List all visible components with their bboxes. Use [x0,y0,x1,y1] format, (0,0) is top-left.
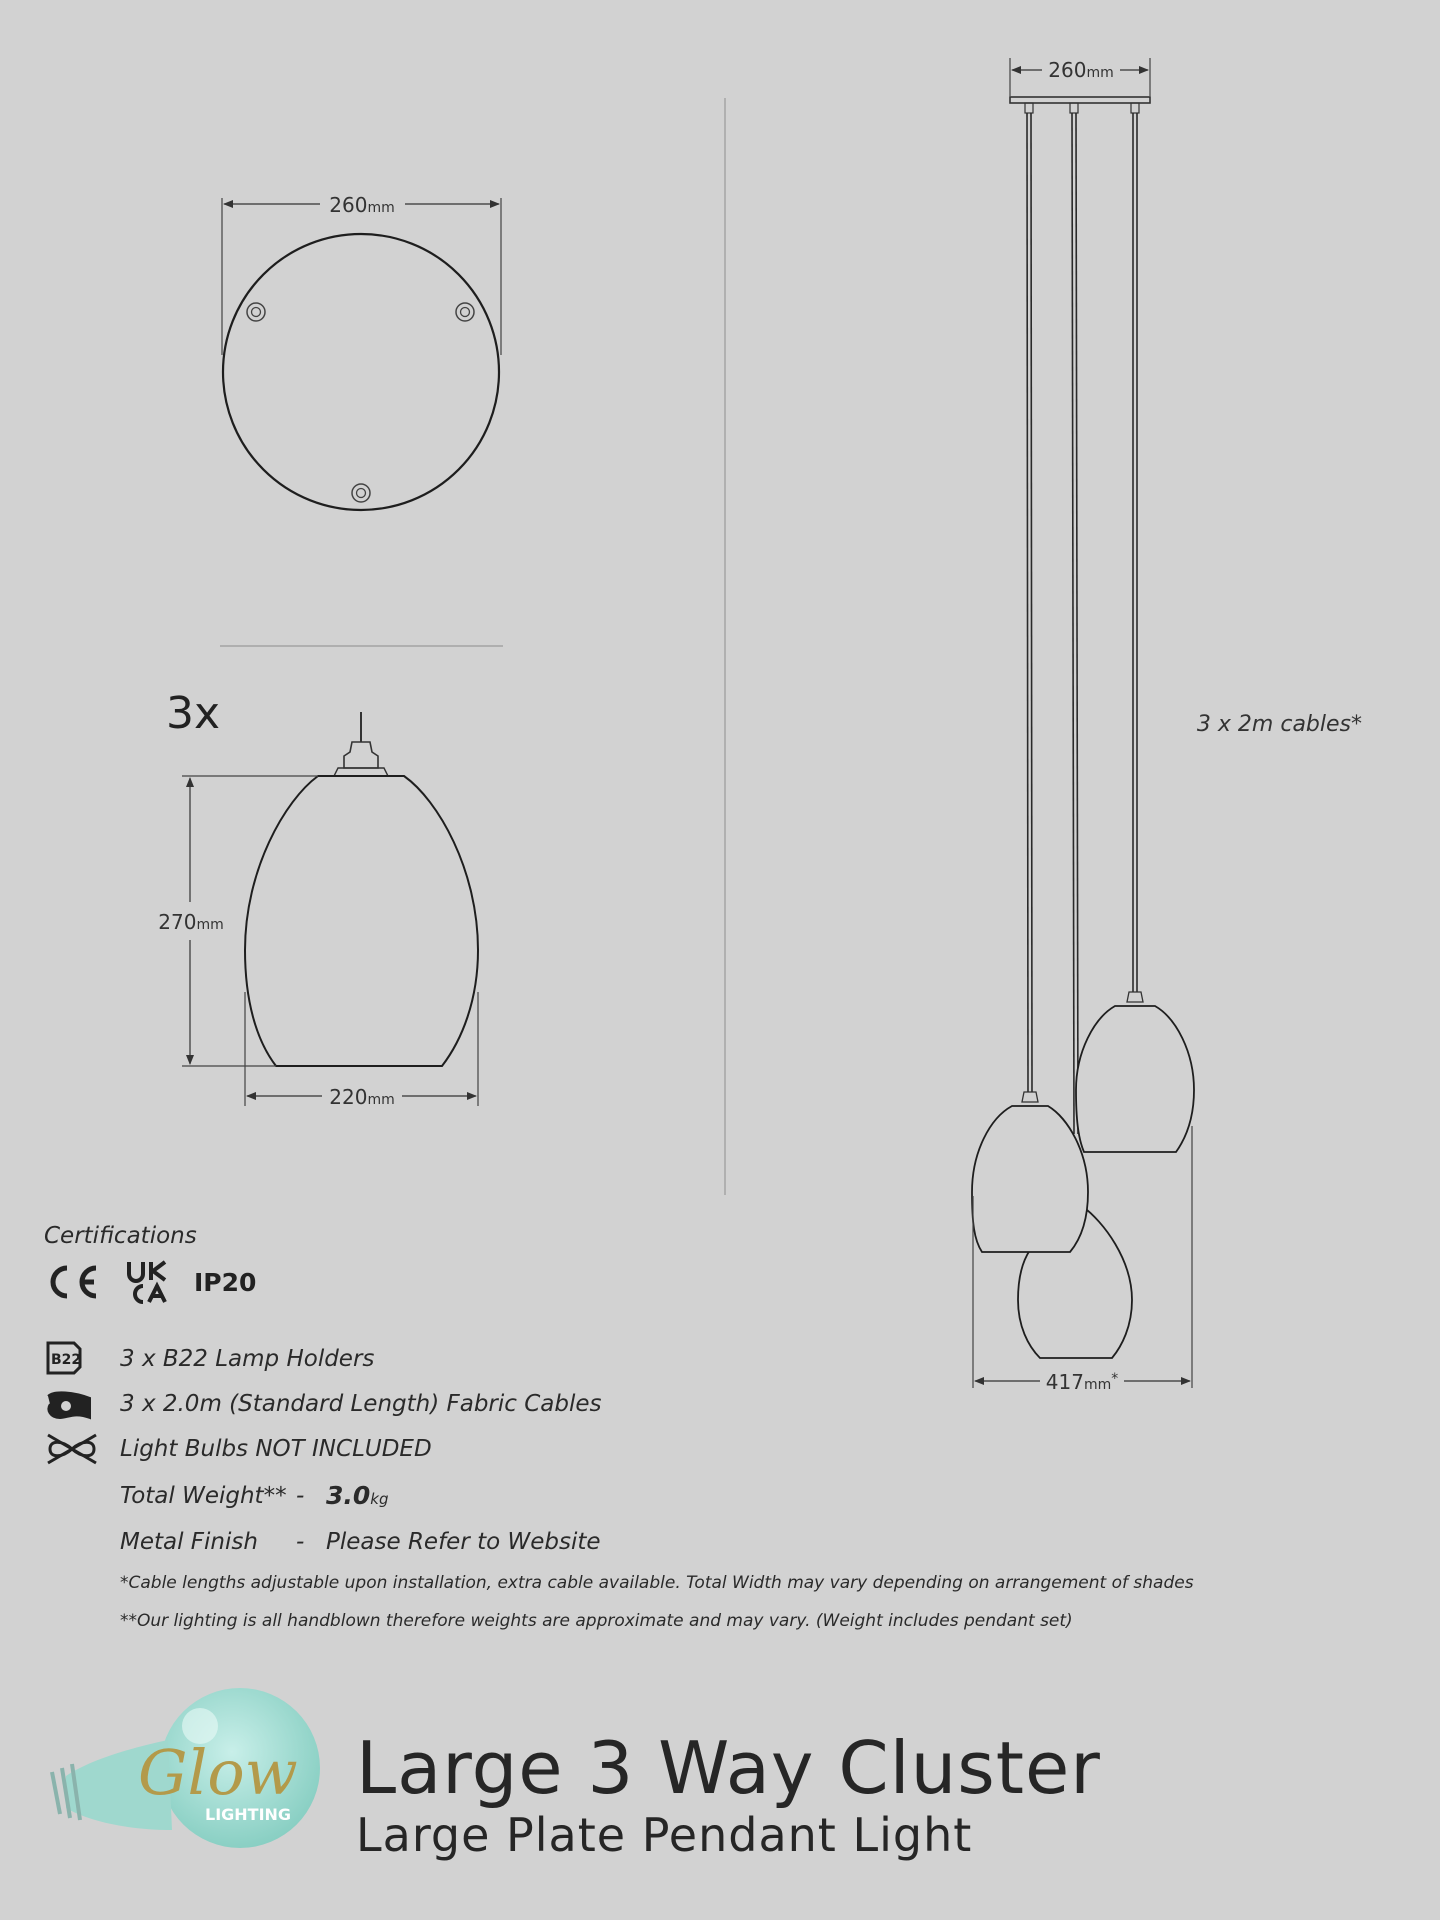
feature-fabric-cables: 3 x 2.0m (Standard Length) Fabric Cables [120,1391,602,1417]
mounting-screw-icon [352,484,370,502]
mounting-screw-icon [456,303,474,321]
feature-lamp-holders: 3 x B22 Lamp Holders [120,1346,375,1372]
shade-width-unit: mm [367,1092,395,1108]
plate-plan-width-value: 260 [329,193,368,217]
plate-plan-view [222,193,501,510]
weight-dash: - [296,1483,305,1509]
pendant-cable [1027,113,1032,1092]
cluster-width-unit: mm [1083,1377,1112,1393]
feature-bulbs-not-included: Light Bulbs NOT INCLUDED [120,1436,432,1462]
cables-note: 3 x 2m cables* [1196,712,1362,737]
glow-lighting-logo [52,1688,320,1848]
b22-icon-text: B22 [51,1352,82,1368]
shade-height-unit: mm [196,917,224,933]
mounting-screw-icon [247,303,265,321]
logo-script-text: Glow [138,1736,298,1809]
ce-mark-icon [44,1262,100,1302]
pendant-shade [972,1106,1088,1252]
pendant-cable [1133,113,1137,992]
cluster-width-mark: * [1111,1371,1119,1387]
ip20-rating: IP20 [194,1267,257,1297]
certifications-label: Certifications [44,1223,197,1249]
weight-number: 3.0 [326,1481,371,1510]
footnote-cable-lengths: *Cable lengths adjustable upon installation, extra cable available. Total Width may vary depending on arrangement of shades [120,1573,1194,1593]
finish-dash: - [296,1529,305,1555]
pendant-cable [1072,113,1078,1134]
shade-elevation-view [158,688,478,1109]
plate-plan-width-unit: mm [367,200,395,216]
product-title: Large 3 Way Cluster [356,1726,1101,1810]
lamp-holder-fitting [344,742,378,768]
cluster-width-value: 417 [1045,1370,1084,1394]
svg-text:270mm [158,910,223,934]
weight-value [326,1481,389,1510]
b22-lamp-holder-icon [44,1339,90,1377]
finish-label: Metal Finish [120,1529,258,1555]
footnote-weights: **Our lighting is all handblown therefore weights are approximate and may vary. (Weight includes pendant set) [120,1611,1073,1631]
svg-text:260mm [329,193,394,217]
bulb-not-included-icon [44,1432,100,1466]
certification-marks [44,1260,256,1304]
fabric-cable-icon [44,1388,96,1422]
svg-text:417mm* [1046,1370,1118,1394]
ukca-mark-icon [126,1260,168,1304]
shade-height-value: 270 [158,910,197,934]
shade-outline [245,776,478,1066]
svg-text:220mm [329,1085,394,1109]
quantity-label: 3x [166,688,221,739]
ceiling-plate-side [1010,97,1150,103]
pendant-shade [1076,1006,1194,1152]
cluster-elevation-view [972,58,1362,1394]
shade-width-value: 220 [329,1085,368,1109]
logo-sub-text: LIGHTING [205,1805,292,1824]
product-subtitle: Large Plate Pendant Light [356,1808,973,1862]
ceiling-plate-outline [223,234,499,510]
weight-label: Total Weight** [120,1483,287,1509]
plate-top-width-value: 260 [1048,58,1087,82]
finish-value: Please Refer to Website [326,1529,601,1555]
weight-unit: kg [370,1490,389,1508]
svg-text:260mm [1048,58,1113,82]
plate-top-width-unit: mm [1086,65,1114,81]
